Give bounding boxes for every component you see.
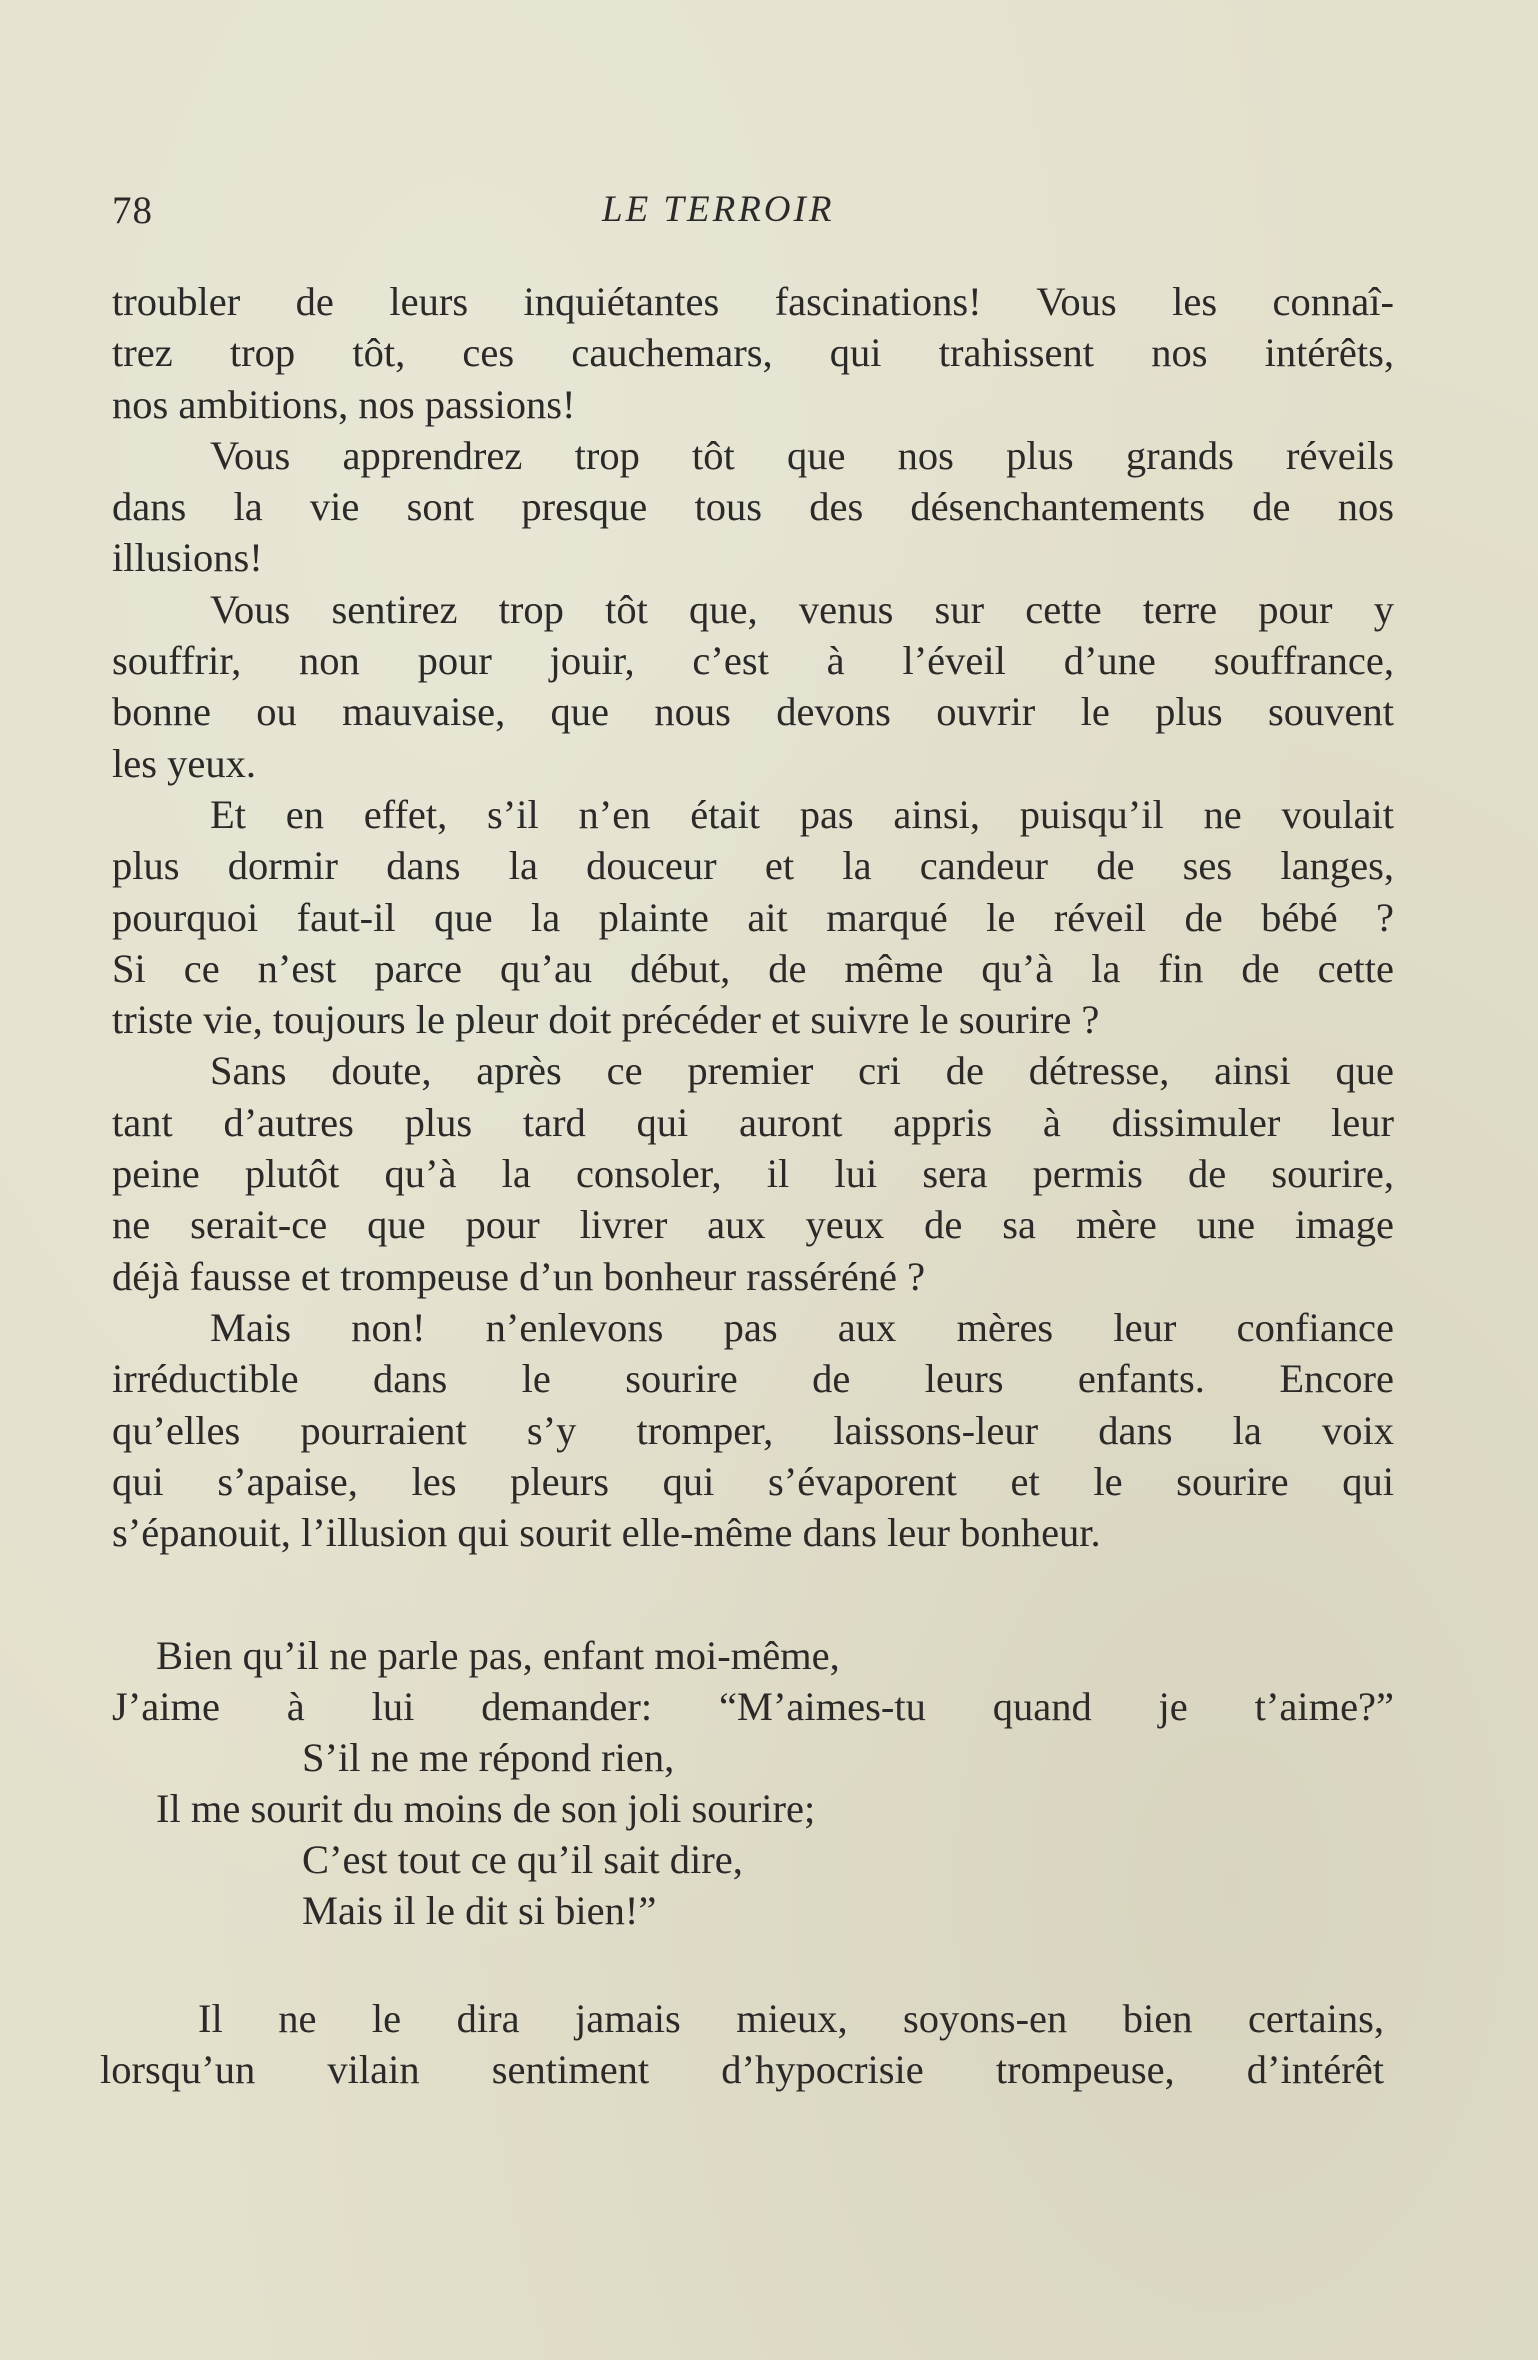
page-header [112, 188, 1402, 238]
poem-line: S’il ne me répond rien, [302, 1735, 675, 1780]
text-line: lorsqu’un vilain sentiment d’hypocrisie trompeuse, d’intérêt [100, 2047, 1384, 2093]
text-line: illusions! [112, 535, 263, 581]
text-line: Vous sentirez trop tôt que, venus sur cette terre pour y [210, 586, 1394, 632]
text-line: nos ambitions, nos passions! [112, 381, 576, 427]
text-line: tant d’autres plus tard qui auront appris à dissimuler leur [112, 1099, 1394, 1145]
text-line: Sans doute, après ce premier cri de détresse, ainsi que [210, 1048, 1394, 1094]
text-line: troubler de leurs inquiétantes fascinations! Vous les connaî- [112, 279, 1394, 324]
poem-line [112, 1681, 1394, 1732]
text-line: triste vie, toujours le pleur doit précéder et suivre le sourire ? [112, 997, 1100, 1043]
text-line: qui s’apaise, les pleurs qui s’évaporent et le sourire qui [112, 1458, 1394, 1504]
text-line: peine plutôt qu’à la consoler, il lui sera permis de sourire, [112, 1151, 1394, 1197]
poem-line: Mais il le dit si bien!” [302, 1888, 657, 1933]
poem-line: Il me sourit du moins de son joli sourire; [156, 1786, 816, 1831]
text-line: Vous apprendrez trop tôt que nos plus grands réveils [210, 432, 1394, 478]
body-text [112, 276, 1394, 1558]
text-line: s’épanouit, l’illusion qui sourit elle-même dans leur bonheur. [112, 1510, 1101, 1556]
text-line: Il ne le dira jamais mieux, soyons-en bien certains, [198, 1996, 1384, 2041]
page-number: 78 [112, 189, 153, 232]
text-line: plus dormir dans la douceur et la candeur de ses langes, [112, 843, 1394, 889]
text-line: déjà fausse et trompeuse d’un bonheur rasséréné ? [112, 1253, 926, 1299]
poem-quote [112, 1630, 1394, 1936]
text-line: Si ce n’est parce qu’au début, de même qu’à la fin de cette [112, 945, 1394, 991]
text-line: trez trop tôt, ces cauchemars, qui trahissent nos intérêts, [112, 330, 1394, 376]
text-line: bonne ou mauvaise, que nous devons ouvrir le plus souvent [112, 689, 1394, 735]
text-line: Et en effet, s’il n’en était pas ainsi, puisqu’il ne voulait [210, 791, 1394, 837]
text-line: qu’elles pourraient s’y tromper, laissons-leur dans la voix [112, 1407, 1394, 1453]
text-line: irréductible dans le sourire de leurs enfants. Encore [112, 1356, 1394, 1402]
closing-paragraph [100, 1993, 1384, 2096]
poem-line: C’est tout ce qu’il sait dire, [302, 1837, 743, 1882]
text-line: pourquoi faut-il que la plainte ait marqué le réveil de bébé ? [112, 894, 1394, 940]
text-line: dans la vie sont presque tous des désenchantements de nos [112, 484, 1394, 530]
running-title: LE TERROIR [602, 189, 835, 230]
poem-line-text: J’aime à lui demander: “M’aimes-tu quand je t’aime?” [112, 1684, 1394, 1729]
text-line: ne serait-ce que pour livrer aux yeux de sa mère une image [112, 1202, 1394, 1248]
text-line: les yeux. [112, 740, 256, 786]
poem-line: Bien qu’il ne parle pas, enfant moi-même, [156, 1633, 840, 1678]
text-line: souffrir, non pour jouir, c’est à l’éveil d’une souffrance, [112, 638, 1394, 684]
text-line: Mais non! n’enlevons pas aux mères leur confiance [210, 1304, 1394, 1350]
